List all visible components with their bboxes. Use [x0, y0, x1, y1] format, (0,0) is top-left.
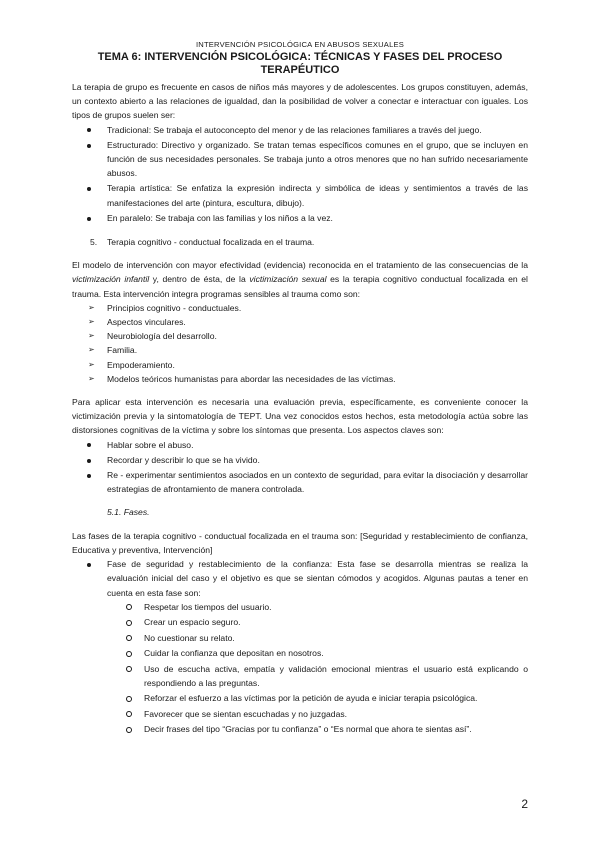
- programs-list: [72, 301, 528, 386]
- bullet-icon: [87, 144, 91, 148]
- section-label: Terapia cognitivo - conductual focalizada en el trauma.: [107, 237, 315, 248]
- arrow-bullet-icon: ➢: [88, 331, 95, 341]
- list-item: Cuidar la confianza que depositan en nosotros.: [72, 646, 528, 660]
- list-item: ➢ Aspectos vinculares.: [72, 315, 528, 329]
- running-header: INTERVENCIÓN PSICOLÓGICA EN ABUSOS SEXUALES: [195, 40, 405, 49]
- bullet-icon: [87, 128, 91, 132]
- list-item: Fase de seguridad y restablecimiento de la confianza: Esta fase se desarrolla mientras se realiza la evaluación inicial del caso y el objetivo es que se sientan cómodos y acogidos. Algunas pautas a tener en cuenta en esta fase son:: [72, 557, 528, 600]
- evaluation-paragraph: Para aplicar esta intervención es necesaria una evaluación previa, específicamente, es conveniente conocer la victimización previa y la sintomatología de TEPT. Una vez conocidos estos hechos, esta metodología actúa sobre las distorsiones cognitivas de la víctima y sobre los síntomas que presenta. Los aspectos claves son:: [72, 397, 528, 436]
- phase-list: [72, 557, 528, 600]
- list-item: ➢ Empoderamiento.: [72, 358, 528, 372]
- list-item: Respetar los tiempos del usuario.: [72, 600, 528, 614]
- circle-bullet-icon: [126, 666, 132, 672]
- key-aspects-list: [72, 438, 528, 497]
- bullet-icon: [87, 563, 91, 567]
- arrow-bullet-icon: ➢: [88, 373, 95, 383]
- arrow-bullet-icon: ➢: [88, 317, 95, 327]
- list-item: ➢ Modelos teóricos humanistas para abordar las necesidades de las víctimas.: [72, 372, 528, 386]
- bullet-icon: [87, 443, 91, 447]
- bullet-icon: [87, 187, 91, 191]
- list-item: Tradicional: Se trabaja el autoconcepto del menor y de las relaciones familiares a través del juego.: [72, 123, 528, 137]
- circle-bullet-icon: [126, 651, 132, 657]
- circle-bullet-icon: [126, 711, 132, 717]
- list-item: ➢ Familia.: [72, 343, 528, 357]
- subsection-heading: 5.1. Fases.: [107, 507, 150, 518]
- section-heading: [72, 235, 528, 249]
- list-item: Hablar sobre el abuso.: [72, 438, 528, 452]
- list-item: Reforzar el esfuerzo a las víctimas por la petición de ayuda e iniciar terapia psicológica.: [72, 691, 528, 705]
- list-item: Recordar y describir lo que se ha vivido.: [72, 453, 528, 467]
- group-types-list: [72, 123, 528, 225]
- circle-bullet-icon: [126, 604, 132, 610]
- list-item: ➢ Neurobiología del desarrollo.: [72, 329, 528, 343]
- arrow-bullet-icon: ➢: [88, 345, 95, 355]
- section-number: 5.: [90, 237, 98, 248]
- document-page: [72, 40, 528, 738]
- intro-paragraph: La terapia de grupo es frecuente en casos de niños más mayores y de adolescentes. Los grupos constituyen, además, un contexto abierto a las relaciones de igualdad, dan la posibilidad de volver a conectar e interactuar con iguales. Los tipos de grupos suelen ser:: [72, 82, 528, 121]
- guidelines-list: [72, 600, 528, 737]
- bullet-icon: [87, 217, 91, 221]
- bullet-icon: [87, 459, 91, 463]
- list-item: En paralelo: Se trabaja con las familias y los niños a la vez.: [72, 211, 528, 225]
- page-title: TEMA 6: INTERVENCIÓN PSICOLÓGICA: TÉCNICAS Y FASES DEL PROCESO TERAPÉUTICO: [97, 51, 503, 76]
- circle-bullet-icon: [126, 727, 132, 733]
- circle-bullet-icon: [126, 620, 132, 626]
- bullet-icon: [87, 474, 91, 478]
- list-item: Uso de escucha activa, empatía y validación emocional mientras el usuario está explicando o respondiendo a las preguntas.: [72, 662, 528, 690]
- circle-bullet-icon: [126, 635, 132, 641]
- arrow-bullet-icon: ➢: [88, 359, 95, 369]
- model-paragraph: El modelo de intervención con mayor efectividad (evidencia) reconocida en el tratamiento de las consecuencias de la victimización infantil y, dentro de ésta, de la victimización sexual es la terapia cognitivo conductual focalizada en el trauma. Esta intervención integra programas sensibles al trauma como son:: [72, 260, 528, 299]
- list-item: Re - experimentar sentimientos asociados en un contexto de seguridad, para evitar la disociación y desarrollar estrategias de afrontamiento de manera controlada.: [72, 468, 528, 496]
- arrow-bullet-icon: ➢: [88, 302, 95, 312]
- list-item: Favorecer que se sientan escuchadas y no juzgadas.: [72, 707, 528, 721]
- list-item: No cuestionar su relato.: [72, 631, 528, 645]
- list-item: Crear un espacio seguro.: [72, 615, 528, 629]
- list-item: ➢ Principios cognitivo - conductuales.: [72, 301, 528, 315]
- list-item: Estructurado: Directivo y organizado. Se tratan temas específicos comunes en el grupo, que se incluyen en función de sus necesidades personales. Se trabaja junto a otros menores que no han sufrido necesariamente abusos.: [72, 138, 528, 181]
- list-item: Decir frases del tipo “Gracias por tu confianza” o “Es normal que ahora te sientas así”.: [72, 722, 528, 736]
- page-number: 2: [521, 797, 528, 811]
- circle-bullet-icon: [126, 696, 132, 702]
- list-item: Terapia artística: Se enfatiza la expresión indirecta y simbólica de ideas y sentimientos a través de las manifestaciones del arte (pintura, escultura, dibujo).: [72, 181, 528, 209]
- phases-paragraph: Las fases de la terapia cognitivo - conductual focalizada en el trauma son: [Seguridad y restablecimiento de confianza, Educativa y preventiva, Intervención]: [72, 530, 528, 555]
